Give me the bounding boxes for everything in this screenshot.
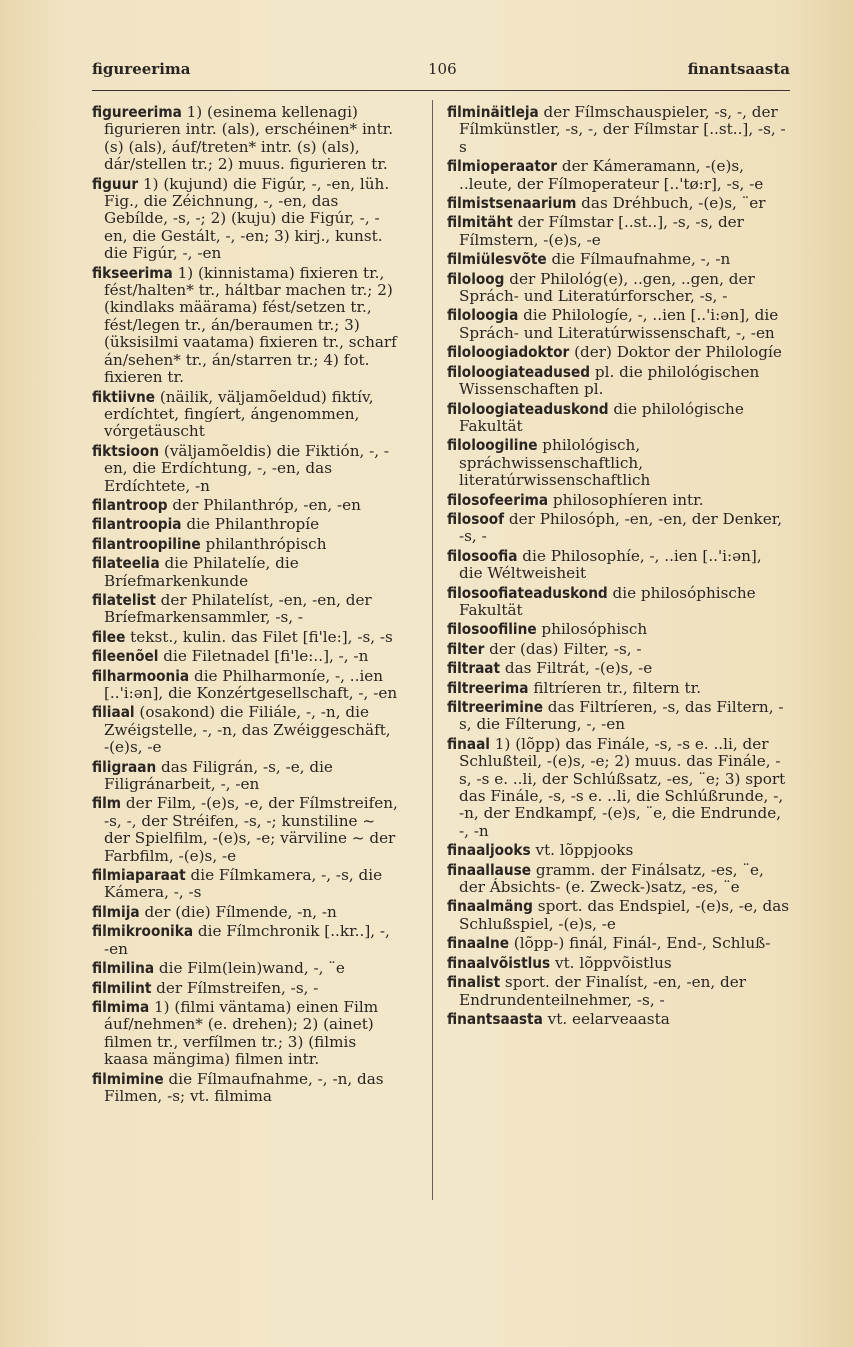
dictionary-entry (447, 585, 790, 620)
dictionary-entry (447, 641, 790, 658)
entry-headword: filtreerimine (447, 698, 543, 716)
entry-definition: 1) (filmi väntama) einen Film áuf/nehmen* (e. drehen); 2) (ainet) filmen tr., verfílmen tr.; 3) (filmis kaasa mängima) filmen intr. (104, 997, 379, 1069)
entry-headword: figuur (92, 174, 139, 193)
entry-definition: philológisch, spráchwissenschaftlich, literatúrwissenschaftlich (459, 436, 651, 490)
entry-headword: finaalmäng (447, 897, 533, 916)
dictionary-entry (92, 980, 398, 997)
entry-definition: die Fílmaufnahme, -, -n, das Filmen, -s; vt. filmima (104, 1069, 384, 1105)
entry-definition: 1) (kinnistama) fixieren tr., fést/halten* tr., háltbar machen tr.; 2) (kindlaks määrama) fést/setzen tr., fést/legen tr., án/beraumen tr.; 3) (üksisilmi vaatama) fixieren tr., scharf án/sehen* tr., án/starren tr.; 4) fot. fixieren tr. (104, 263, 397, 387)
dictionary-entry (447, 271, 790, 306)
dictionary-entry (92, 176, 398, 263)
entry-definition: philosophíeren intr. (548, 490, 704, 509)
dictionary-entry (92, 497, 398, 514)
page-header (92, 60, 790, 86)
entry-definition: die Fílmchronik [..kr..], -, -en (104, 922, 390, 958)
dictionary-entry (447, 621, 790, 638)
dictionary-entry (92, 999, 398, 1069)
entry-definition: der Fílmstar [..st..], -s, -s, der Fílmstern, -(e)s, -e (459, 213, 744, 249)
entry-definition: der Philatelíst, -en, -en, der Bríefmarkensammler, -s, - (104, 590, 372, 627)
dictionary-entry (447, 842, 790, 859)
entry-headword: filatelist (92, 590, 156, 609)
entry-headword: filmilina (92, 959, 155, 978)
entry-definition: die Fílmaufnahme, -, -n (546, 250, 731, 269)
page-number: 106 (428, 60, 457, 78)
dictionary-entry (92, 867, 398, 902)
entry-headword: filantroopiline (92, 534, 201, 553)
dictionary-entry (447, 862, 790, 897)
entry-headword: filigraan (92, 757, 157, 776)
entry-definition: der Film, -(e)s, -e, der Fílmstreifen, -s, -, der Stréifen, -s, -; kunstiline ~ der Spielfilm, -(e)s, -e; värviline ~ der Farbfilm, -(e)s, -e (104, 794, 398, 865)
dictionary-entry (92, 704, 398, 756)
dictionary-entry (92, 516, 398, 533)
entry-headword: filmioperaator (447, 157, 558, 176)
entry-headword: filosoof (447, 509, 505, 528)
entry-headword: filminäitleja (447, 103, 539, 121)
entry-headword: film (92, 794, 122, 813)
entry-definition: der Philosóph, -en, -en, der Denker, -s, - (459, 509, 783, 546)
header-left-guideword: figureerima (92, 60, 191, 78)
dictionary-entry (447, 401, 790, 436)
entry-definition: (der) Doktor der Philologíe (569, 343, 782, 362)
entry-headword: filiaal (92, 703, 135, 722)
entry-definition: der Kámeramann, -(e)s, ..leute, der Fílmoperateur [..'tø:r], -s, -e (459, 157, 764, 193)
entry-definition: das Filtríeren, -s, das Filtern, -s, die Fílterung, -, -en (459, 698, 784, 734)
entry-headword: filoloogia (447, 306, 519, 325)
entry-headword: filoloog (447, 269, 505, 288)
dictionary-entry (92, 668, 398, 703)
entry-definition: die Philatelíe, die Bríefmarkenkunde (104, 554, 299, 590)
entry-definition: pl. die philológischen Wissenschaften pl. (459, 362, 760, 399)
entry-definition: philanthrópisch (200, 534, 327, 553)
dictionary-entry (447, 660, 790, 677)
entry-headword: fileenõel (92, 647, 159, 666)
entry-headword: filoloogiline (447, 436, 538, 455)
entry-definition: die Philologíe, -, ..ien [..'i:ən], die Sprách- und Literatúrwissenschaft, -, -en (459, 306, 779, 342)
entry-headword: filmija (92, 902, 140, 921)
entry-definition: die Film(lein)wand, -, ¨e (154, 959, 345, 978)
entry-headword: fiktsioon (92, 441, 160, 460)
entry-definition: das Filigrán, -s, -e, die Filigránarbeit, -, -en (104, 757, 333, 794)
entry-headword: filtreerima (447, 678, 529, 697)
dictionary-entry (92, 592, 398, 627)
dictionary-entry (92, 104, 398, 174)
entry-headword: finaal (447, 734, 490, 753)
entry-headword: filoloogiateaduskond (447, 399, 609, 418)
entry-headword: filoloogiadoktor (447, 343, 570, 362)
dictionary-entry (92, 904, 398, 921)
dictionary-entry (447, 344, 790, 361)
entry-headword: filosoofiline (447, 620, 537, 639)
entry-definition: 1) (kujund) die Figúr, -, -en, lüh. Fig., die Zéichnung, -, -en, das Gebílde, -s, -; 2) (kuju) die Figúr, -, -en, die Gestált, -, -en; 3) kirj., kunst. die Figúr, -, -en (104, 174, 390, 263)
entry-definition: die Philharmoníe, -, ..ien [..'i:ən], die Konzértgesellschaft, -, -en (104, 666, 398, 702)
header-rule (92, 90, 790, 91)
dictionary-entry (92, 648, 398, 665)
dictionary-entry (447, 195, 790, 212)
dictionary-entry (447, 935, 790, 952)
entry-headword: finaaljooks (447, 841, 531, 860)
entry-headword: filmimine (92, 1069, 164, 1088)
dictionary-entry (92, 265, 398, 387)
entry-definition: der (die) Fílmende, -n, -n (139, 902, 337, 921)
dictionary-entry (92, 960, 398, 977)
entry-definition: die Filetnadel [fi'le:..], -, -n (158, 647, 369, 666)
entry-headword: finantsaasta (447, 1009, 543, 1028)
dictionary-entry (447, 307, 790, 342)
entry-definition: vt. lõppjooks (530, 841, 634, 860)
dictionary-entry (92, 1071, 398, 1106)
entry-headword: filateelia (92, 554, 160, 573)
entry-definition: der Fílmschauspieler, -s, -, der Fílmkünstler, -s, -, der Fílmstar [..st..], -s, -s (459, 103, 786, 156)
entry-headword: filantroopia (92, 515, 182, 534)
entry-headword: fiktiivne (92, 387, 156, 406)
dictionary-entry (447, 437, 790, 489)
entry-definition: vt. lõppvõistlus (550, 953, 672, 972)
entry-definition: tekst., kulin. das Filet [fi'le:], -s, -s (125, 627, 393, 646)
dictionary-entry (447, 548, 790, 583)
column-divider (432, 100, 433, 1200)
entry-headword: filharmoonia (92, 666, 190, 685)
entry-headword: finaalvõistlus (447, 953, 551, 972)
dictionary-entry (447, 1011, 790, 1028)
entry-definition: (osakond) die Filiále, -, -n, die Zwéigstelle, -, -n, das Zwéiggeschäft, -(e)s, -e (104, 703, 391, 757)
dictionary-entry (447, 974, 790, 1009)
entry-headword: finaalne (447, 934, 509, 953)
entry-definition: (väljamõeldis) die Fiktión, -, -en, die Erdíchtung, -, -en, das Erdíchtete, -n (104, 441, 390, 495)
entry-definition: die philológische Fakultät (459, 399, 744, 435)
entry-definition: gramm. der Finálsatz, -es, ¨e, der Ábsichts- (e. Zweck-)satz, -es, ¨e (459, 860, 764, 897)
entry-definition: das Filtrát, -(e)s, -e (500, 659, 653, 678)
dictionary-entry (447, 955, 790, 972)
entry-definition: die Philanthropíe (181, 515, 320, 534)
entry-headword: filmiaparaat (92, 866, 186, 885)
entry-headword: filantroop (92, 495, 168, 514)
entry-headword: filoloogiateadused (447, 362, 591, 381)
entry-definition: der Philanthróp, -en, -en (167, 495, 361, 514)
entry-headword: filmilint (92, 978, 152, 997)
dictionary-entry (447, 898, 790, 933)
dictionary-entry (92, 443, 398, 495)
entry-definition: der Fílmstreifen, -s, - (151, 978, 319, 997)
entry-headword: filosoofia (447, 546, 518, 565)
entry-headword: filosofeerima (447, 490, 549, 509)
dictionary-entry (92, 795, 398, 865)
header-right-guideword: finantsaasta (687, 60, 790, 78)
right-column (447, 104, 790, 1030)
entry-definition: die philosóphische Fakultät (459, 583, 756, 619)
entry-definition: die Philosophíe, -, ..ien [..'i:ən], die Wéltweisheit (459, 546, 762, 583)
dictionary-entry (447, 364, 790, 399)
dictionary-entry (92, 759, 398, 794)
entry-headword: figureerima (92, 103, 182, 121)
dictionary-entry (92, 389, 398, 441)
entry-definition: philosóphisch (536, 620, 648, 639)
entry-headword: fikseerima (92, 263, 173, 282)
left-column (92, 104, 398, 1107)
dictionary-entry (447, 736, 790, 840)
entry-headword: filtraat (447, 659, 501, 678)
dictionary-entry (92, 923, 398, 958)
entry-definition: der (das) Filter, -s, - (484, 639, 642, 658)
entry-headword: filmima (92, 997, 150, 1016)
dictionary-entry (92, 555, 398, 590)
dictionary-entry (92, 536, 398, 553)
dictionary-entry (447, 699, 790, 734)
dictionary-entry (447, 104, 790, 156)
entry-headword: finaallause (447, 860, 532, 879)
entry-definition: vt. eelarveaasta (542, 1009, 670, 1028)
entry-headword: filosoofiateaduskond (447, 583, 608, 602)
dictionary-entry (92, 629, 398, 646)
dictionary-entry (447, 214, 790, 249)
entry-headword: filmistsenaarium (447, 194, 577, 213)
entry-definition: 1) (esinema kellenagi) figurieren intr. (als), erschéinen* intr. (s) (als), áuf/treten* intr. (s) (als), dár/stellen tr.; 2) muus. figurieren tr. (104, 103, 394, 174)
dictionary-entry (447, 158, 790, 193)
entry-definition: 1) (lõpp) das Finále, -s, -s e. ..li, der Schlußteil, -(e)s, -e; 2) muus. das Finále, -s, -s e. ..li, der Schlúßsatz, -es, ¨e; 3) sport das Finále, -s, -s e. ..li, die Schlúßrunde, -, -n, der Endkampf, -(e)s, ¨e, die Endrunde, -, -n (459, 734, 786, 840)
entry-definition: sport. der Finalíst, -en, -en, der Endrundenteilnehmer, -s, - (459, 973, 746, 1009)
dictionary-entry (447, 492, 790, 509)
entry-definition: das Dréhbuch, -(e)s, ¨er (576, 194, 766, 213)
entry-headword: filee (92, 627, 126, 646)
entry-headword: filmiülesvõte (447, 250, 547, 269)
entry-definition: (näilik, väljamõeldud) fiktív, erdíchtet, fingíert, ángenommen, vórgetäuscht (104, 387, 374, 441)
entry-headword: filmikroonika (92, 922, 194, 941)
entry-definition: die Fílmkamera, -, -s, die Kámera, -, -s (104, 866, 383, 902)
entry-headword: filmitäht (447, 213, 513, 232)
entry-definition: filtríeren tr., filtern tr. (528, 678, 702, 697)
dictionary-entry (447, 511, 790, 546)
entry-definition: der Philológ(e), ..gen, ..gen, der Sprách- und Literatúrforscher, -s, - (459, 269, 755, 306)
entry-definition: sport. das Endspiel, -(e)s, -e, das Schlußspiel, -(e)s, -e (459, 897, 790, 933)
dictionary-entry (447, 680, 790, 697)
entry-definition: (lõpp-) finál, Finál-, End-, Schluß- (508, 934, 771, 953)
entry-headword: filter (447, 639, 485, 658)
entry-headword: finalist (447, 973, 501, 992)
dictionary-entry (447, 251, 790, 268)
